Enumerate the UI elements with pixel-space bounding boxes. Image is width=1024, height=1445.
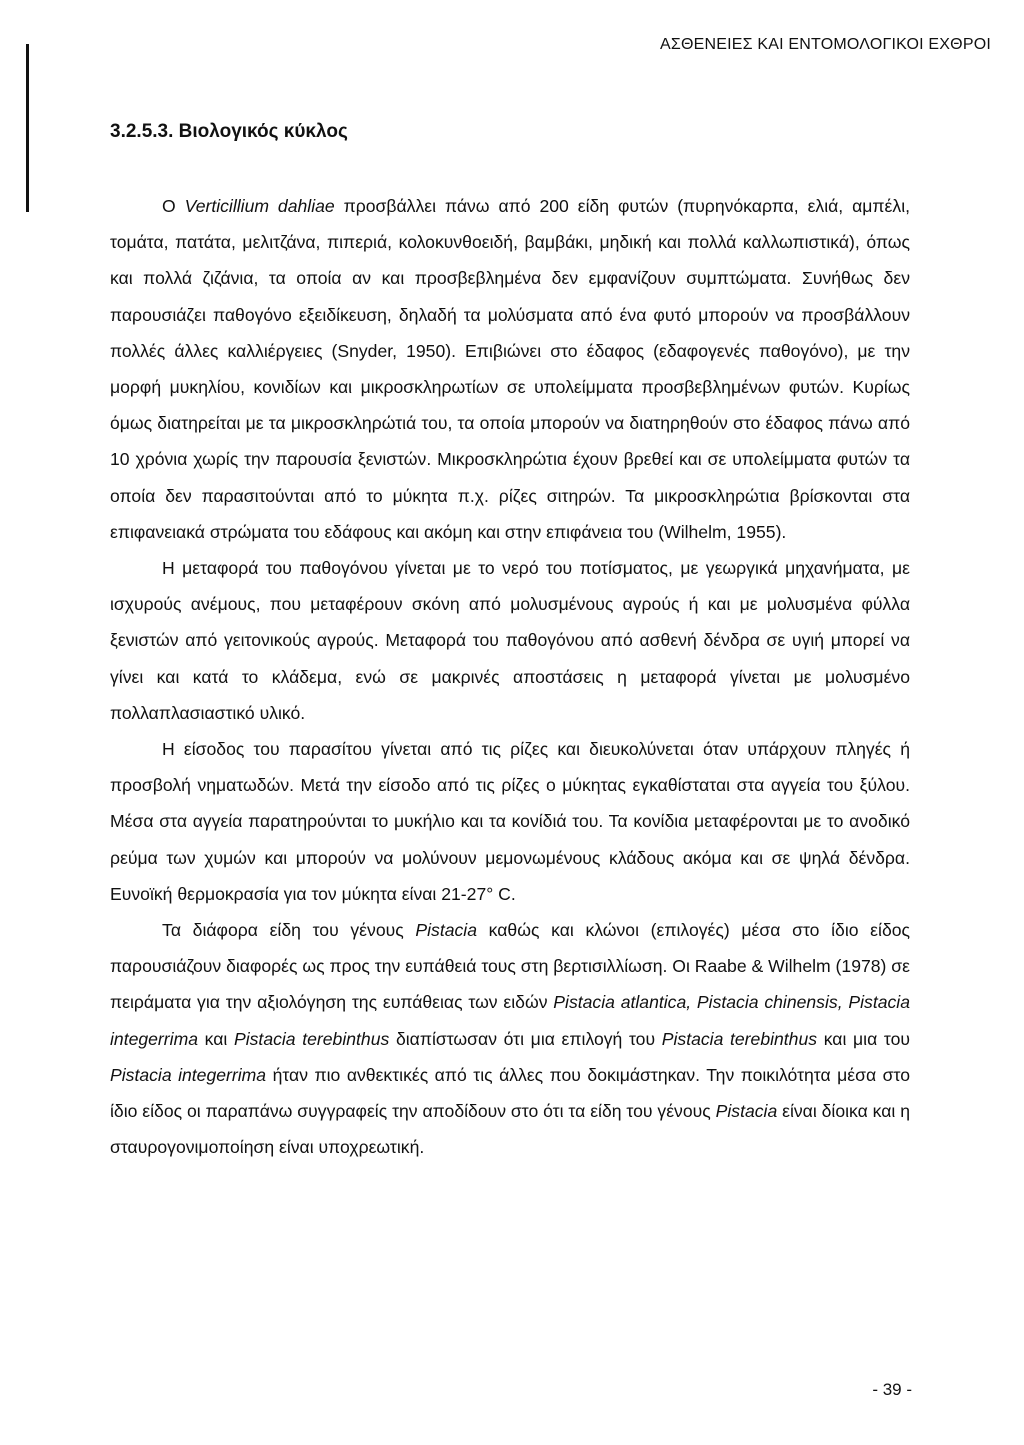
paragraph: [110, 550, 910, 731]
body-text: [110, 188, 910, 1165]
text-run: προσβάλλει πάνω από 200 είδη φυτών (πυρηνόκαρπα, ελιά, αμπέλι, τομάτα, πατάτα, μελιτζάνα, πιπεριά, κολοκυνθοειδή, βαμβάκι, μηδική και πολλά καλλωπιστικά), όπως και πολλά ζιζάνια, τα οποία αν και προσβεβλημένα δεν εμφανίζουν συμπτώματα. Συνήθως δεν παρουσιάζει παθογόνο εξειδίκευση, δηλαδή τα μολύσματα από ένα φυτό μπορούν να προσβάλλουν πολλές άλλες καλλιέργειες (Snyder, 1950). Επιβιώνει στο έδαφος (εδαφογενές παθογόνο), με την μορφή μυκηλίου, κονιδίων και μικροσκληρωτίων σε υπολείμματα προσβεβλημένων φυτών. Κυρίως όμως διατηρείται με τα μικροσκληρώτιά του, τα οποία μπορούν να διατηρηθούν στο έδαφος πάνω από 10 χρόνια χωρίς την παρουσία ξενιστών. Μικροσκληρώτια έχουν βρεθεί και σε υπολείμματα φυτών τα οποία δεν παρασιτούνται από το μύκητα π.χ. ρίζες σιτηρών. Τα μικροσκληρώτια βρίσκονται στα επιφανειακά στρώματα του εδάφους και ακόμη και στην επιφάνεια του (Wilhelm, 1955).: [110, 196, 910, 542]
paragraph: [110, 912, 910, 1165]
running-header: ΑΣΘΕΝΕΙΕΣ ΚΑΙ ΕΝΤΟΜΟΛΟΓΙΚΟΙ ΕΧΘΡΟΙ: [660, 36, 991, 53]
paragraph: [110, 188, 910, 550]
scientific-name: Pistacia terebinthus: [661, 1028, 818, 1049]
scientific-name: Verticillium dahliae: [184, 196, 335, 216]
text-run: Ο: [162, 196, 185, 216]
text-run: και: [198, 1028, 234, 1049]
scientific-name: Pistacia integerrima: [110, 1064, 267, 1085]
page-number: - 39 -: [872, 1380, 912, 1399]
paragraph: [110, 731, 910, 912]
section-heading: 3.2.5.3. Βιολογικός κύκλος: [110, 121, 348, 142]
text-run: διαπίστωσαν ότι μια επιλογή του: [389, 1028, 662, 1049]
text-run: Η μεταφορά του παθογόνου γίνεται με το νερό του ποτίσματος, με γεωργικά μηχανήματα, με ισχυρούς ανέμους, που μεταφέρουν σκόνη από μολυσμένους αγρούς ή και με μολυσμένα φύλλα ξενιστών από γειτονικούς αγρούς. Μεταφορά του παθογόνου από ασθενή δένδρα σε υγιή μπορεί να γίνει και κατά το κλάδεμα, ενώ σε μακρινές αποστάσεις η μεταφορά γίνεται με μολυσμένο πολλαπλασιαστικό υλικό.: [110, 558, 910, 723]
scientific-name: Pistacia terebinthus: [233, 1028, 390, 1049]
scientific-name: Pistacia: [415, 920, 477, 941]
margin-rule: [26, 44, 29, 212]
text-run: Η είσοδος του παρασίτου γίνεται από τις ρίζες και διευκολύνεται όταν υπάρχουν πληγές ή προσβολή νηματωδών. Μετά την είσοδο από τις ρίζες ο μύκητας εγκαθίσταται στα αγγεία του ξύλου. Μέσα στα αγγεία παρατηρούνται το μυκήλιο και τα κονίδιά του. Τα κονίδια μεταφέρονται με το ανοδικό ρεύμα των χυμών και μπορούν να μολύνουν μεμονωμένους κλάδους ακόμα και σε ψηλά δένδρα. Ευνοϊκή θερμοκρασία για τον μύκητα είναι 21-27° C.: [110, 739, 910, 904]
text-run: Τα διάφορα είδη του γένους: [162, 920, 416, 941]
text-run: και μια του: [817, 1028, 910, 1049]
scientific-name: Pistacia: [715, 1101, 778, 1122]
text-run: είναι δίοικα και η σταυρογονιμοποίηση είναι υποχρεωτική.: [110, 1101, 911, 1158]
scientific-name: Pistacia atlantica, Pistacia chinensis, Pistacia integerrima: [110, 992, 910, 1049]
text-run: ήταν πιο ανθεκτικές από τις άλλες που δοκιμάστηκαν. Την ποικιλότητα μέσα στο ίδιο είδος οι παραπάνω συγγραφείς την αποδίδουν στο ότι τα είδη του γένους: [110, 1064, 910, 1122]
text-run: καθώς και κλώνοι (επιλογές) μέσα στο ίδιο είδος παρουσιάζουν διαφορές ως προς την ευπάθειά τους στη βερτισιλλίωση. Οι Raabe & Wilhelm (1978) σε πειράματα για την αξιολόγηση της ευπάθειας των ειδών: [110, 920, 911, 1013]
